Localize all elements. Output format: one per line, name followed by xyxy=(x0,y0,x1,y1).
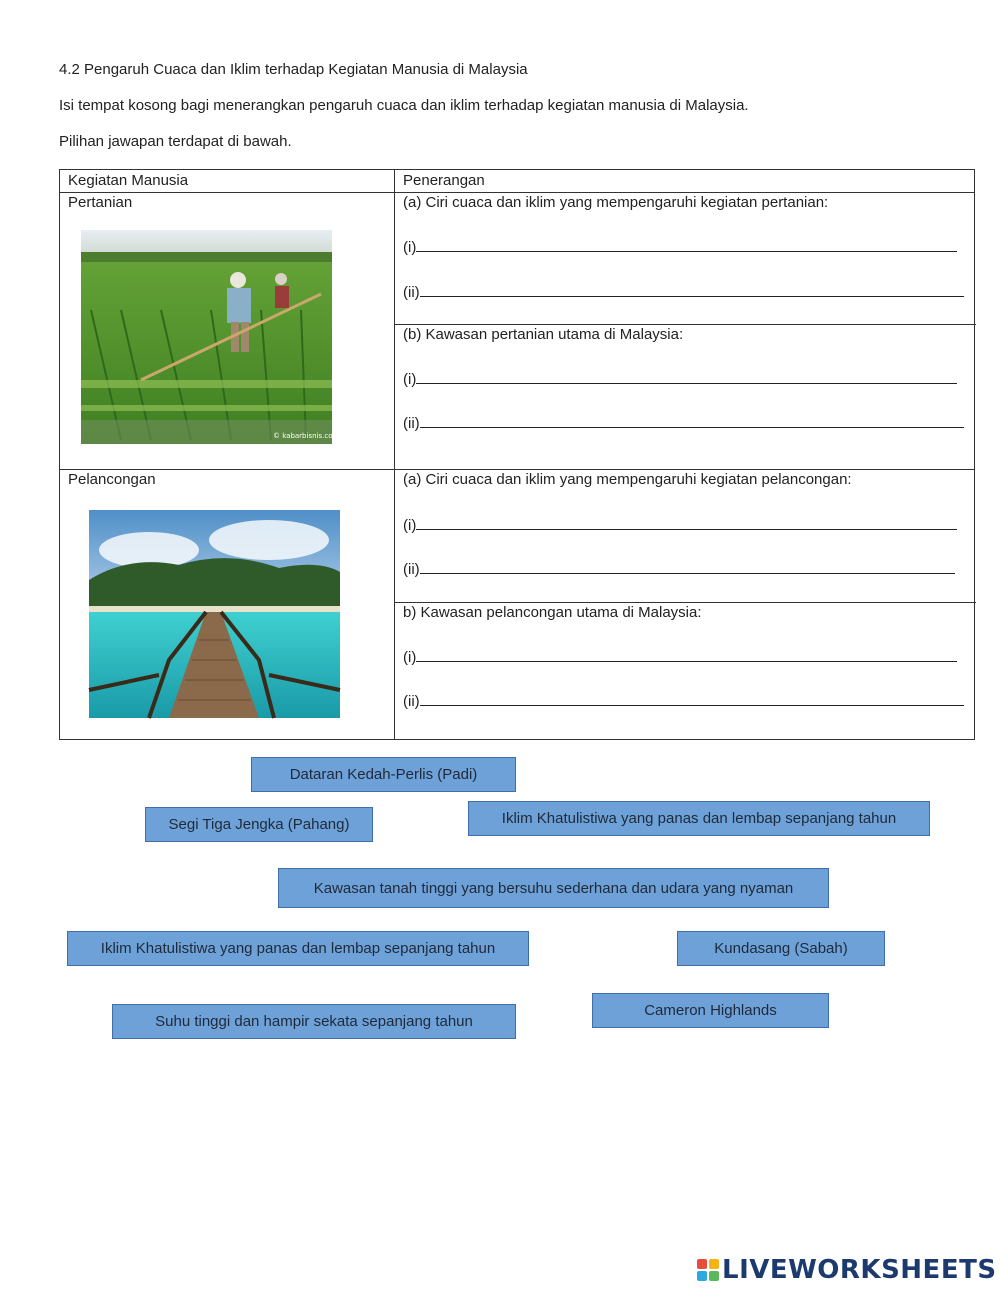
row-divider xyxy=(60,469,974,470)
answer-option[interactable]: Iklim Khatulistiwa yang panas dan lembap sepanjang tahun xyxy=(468,801,930,836)
pertanian-b-ii[interactable] xyxy=(403,414,964,432)
answer-option[interactable]: Iklim Khatulistiwa yang panas dan lembap sepanjang tahun xyxy=(67,931,529,966)
col1-header: Kegiatan Manusia xyxy=(68,172,189,189)
activity-table xyxy=(59,169,975,740)
blank-label: (i) xyxy=(403,239,417,256)
pertanian-a-ii[interactable] xyxy=(403,283,964,301)
row1-sub-divider xyxy=(394,324,976,325)
answer-note: Pilihan jawapan terdapat di bawah. xyxy=(59,133,292,150)
answer-option[interactable]: Suhu tinggi dan hampir sekata sepanjang tahun xyxy=(112,1004,516,1039)
answer-option[interactable]: Segi Tiga Jengka (Pahang) xyxy=(145,807,373,842)
pelancongan-question-b: b) Kawasan pelancongan utama di Malaysia: xyxy=(403,604,702,621)
answer-option[interactable]: Kundasang (Sabah) xyxy=(677,931,885,966)
column-divider xyxy=(394,170,395,739)
page-title: 4.2 Pengaruh Cuaca dan Iklim terhadap Kegiatan Manusia di Malaysia xyxy=(59,61,528,78)
beach-jetty-photo xyxy=(89,510,340,718)
pelancongan-a-ii[interactable] xyxy=(403,560,955,578)
instruction-text: Isi tempat kosong bagi menerangkan pengaruh cuaca dan iklim terhadap kegiatan manusia di Malaysia. xyxy=(59,97,749,114)
pertanian-question-b: (b) Kawasan pertanian utama di Malaysia: xyxy=(403,326,684,343)
row2-sub-divider xyxy=(394,602,976,603)
photo-watermark: © kabarbisnis.com xyxy=(273,432,340,440)
blank-label: (i) xyxy=(403,517,417,534)
pertanian-a-i[interactable] xyxy=(403,238,957,256)
pelancongan-question-a: (a) Ciri cuaca dan iklim yang mempengaruhi kegiatan pelancongan: xyxy=(403,471,852,488)
pelancongan-b-ii[interactable] xyxy=(403,692,964,710)
answer-option[interactable]: Kawasan tanah tinggi yang bersuhu sederhana dan udara yang nyaman xyxy=(278,868,829,908)
blank-label: (i) xyxy=(403,649,417,666)
pelancongan-a-i[interactable] xyxy=(403,516,957,534)
pelancongan-b-i[interactable] xyxy=(403,648,957,666)
pertanian-b-i[interactable] xyxy=(403,370,957,388)
activity-pertanian: Pertanian xyxy=(68,194,133,211)
rice-field-photo xyxy=(81,230,340,444)
logo-text: LIVEWORKSHEETS xyxy=(722,1255,997,1285)
blank-label: (ii) xyxy=(403,284,420,301)
activity-pelancongan: Pelancongan xyxy=(68,471,156,488)
blank-label: (ii) xyxy=(403,415,420,432)
blank-label: (ii) xyxy=(403,561,420,578)
pertanian-question-a: (a) Ciri cuaca dan iklim yang mempengaruhi kegiatan pertanian: xyxy=(403,194,829,211)
answer-option[interactable]: Cameron Highlands xyxy=(592,993,829,1028)
blank-label: (i) xyxy=(403,371,417,388)
blank-label: (ii) xyxy=(403,693,420,710)
answer-option[interactable]: Dataran Kedah-Perlis (Padi) xyxy=(251,757,516,792)
liveworksheets-logo xyxy=(697,1255,997,1285)
col2-header: Penerangan xyxy=(403,172,485,189)
logo-mark-icon xyxy=(697,1259,719,1281)
header-divider xyxy=(60,192,974,193)
